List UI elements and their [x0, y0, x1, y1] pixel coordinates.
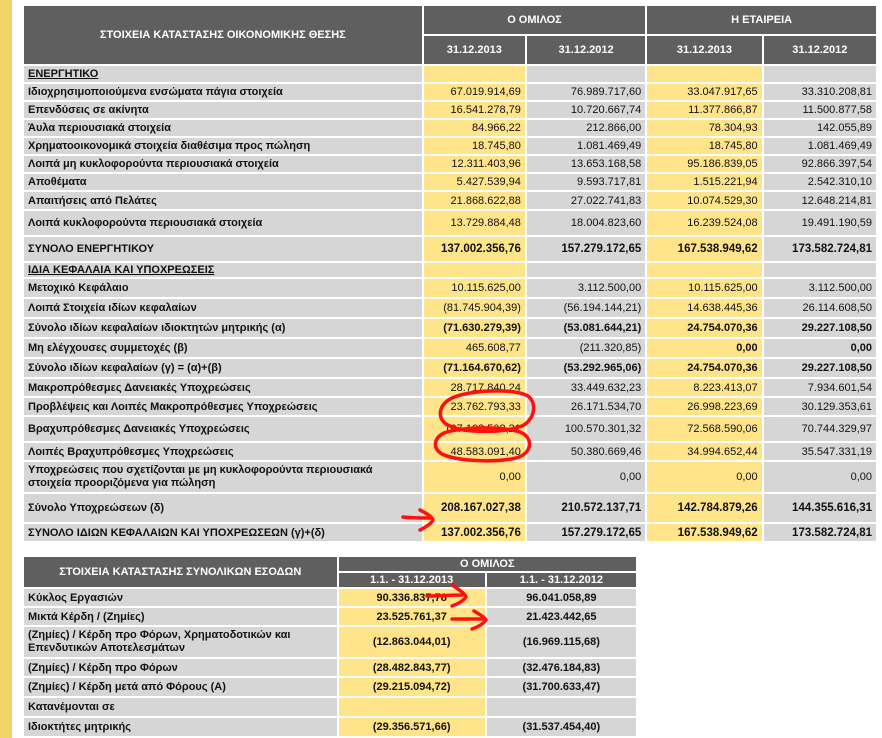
cell-value: 24.754.070,36: [647, 319, 761, 337]
cell-value: 26.114.608,50: [764, 299, 876, 317]
table-row: [24, 417, 876, 441]
table-row: [24, 279, 876, 297]
row-label: Άυλα περιουσιακά στοιχεία: [24, 120, 422, 136]
cell-value: (56.194.144,21): [527, 299, 645, 317]
cell-value: 3.112.500,00: [764, 279, 876, 297]
table-row: [24, 174, 876, 190]
income-group-header: Ο ΟΜΙΛΟΣ: [339, 557, 636, 571]
table-row: [24, 462, 876, 492]
row-label: Σύνολο ιδίων κεφαλαίων (γ) = (α)+(β): [24, 359, 422, 377]
cell-value: (12.863.044,01): [339, 627, 485, 657]
company-header: Η ΕΤΑΙΡΕΙΑ: [647, 6, 876, 34]
date-header: 31.12.2013: [647, 36, 761, 64]
cell-value: 10.115.625,00: [647, 279, 761, 297]
row-label: Μη ελέγχουσες συμμετοχές (β): [24, 339, 422, 357]
cell-value: [487, 698, 636, 716]
table-row: [24, 698, 636, 716]
table-row: [24, 120, 876, 136]
table-row: [24, 263, 876, 277]
date-header: 31.12.2012: [764, 36, 876, 64]
row-label: Κατανέμονται σε: [24, 698, 337, 716]
cell-value: (81.745.904,39): [424, 299, 525, 317]
cell-value: 167.538.949,62: [647, 524, 761, 541]
cell-value: (211.320,85): [527, 339, 645, 357]
cell-value: 11.377.866,87: [647, 102, 761, 118]
row-label: Μακροπρόθεσμες Δανειακές Υποχρεώσεις: [24, 379, 422, 396]
table-row: [24, 524, 876, 541]
cell-value: 100.570.301,32: [527, 417, 645, 441]
cell-value: 3.112.500,00: [527, 279, 645, 297]
cell-value: (29.356.571,66): [339, 718, 485, 736]
row-label: Χρηματοοικονομικά στοιχεία διαθέσιμα προς πώληση: [24, 138, 422, 154]
row-label: Λοιπές Βραχυπρόθεσμες Υποχρεώσεις: [24, 443, 422, 460]
cell-value: 19.491.190,59: [764, 211, 876, 235]
balance-title: ΣΤΟΙΧΕΙΑ ΚΑΤΑΣΤΑΣΗΣ ΟΙΚΟΝΟΜΙΚΗΣ ΘΕΣΗΣ: [24, 6, 422, 64]
row-label: Απαιτήσεις από Πελάτες: [24, 192, 422, 209]
table-row: [24, 84, 876, 100]
date-header: 31.12.2013: [424, 36, 525, 64]
cell-value: 137.002.356,76: [424, 237, 525, 261]
cell-value: 33.047.917,65: [647, 84, 761, 100]
cell-value: 0,00: [647, 339, 761, 357]
cell-value: [339, 698, 485, 716]
table-row: [24, 299, 876, 317]
cell-value: 0,00: [764, 339, 876, 357]
table-row: [24, 443, 876, 460]
table-row: [24, 102, 876, 118]
row-label: Λοιπά Στοιχεία ιδίων κεφαλαίων: [24, 299, 422, 317]
cell-value: 10.720.667,74: [527, 102, 645, 118]
financial-statement-sheet: [12, 0, 882, 738]
cell-value: 144.355.616,31: [764, 494, 876, 522]
cell-value: 13.729.884,48: [424, 211, 525, 235]
cell-value: 70.744.329,97: [764, 417, 876, 441]
row-label: ΣΥΝΟΛΟ ΙΔΙΩΝ ΚΕΦΑΛΑΙΩΝ ΚΑΙ ΥΠΟΧΡΕΩΣΕΩΝ (γ)+(δ): [24, 524, 422, 541]
row-label: Βραχυπρόθεσμες Δανειακές Υποχρεώσεις: [24, 417, 422, 441]
cell-value: 96.041.058,89: [487, 589, 636, 606]
cell-value: 67.019.914,69: [424, 84, 525, 100]
table-row: [24, 627, 636, 657]
row-label: Κύκλος Εργασιών: [24, 589, 337, 606]
cell-value: 78.304,93: [647, 120, 761, 136]
table-row: [24, 659, 636, 676]
row-label: Μικτά Κέρδη / (Ζημίες): [24, 608, 337, 625]
row-label: Μετοχικό Κεφάλαιο: [24, 279, 422, 297]
cell-value: 142.055,89: [764, 120, 876, 136]
period-header: 1.1. - 31.12.2012: [487, 573, 636, 587]
cell-value: 21.868.622,88: [424, 192, 525, 209]
cell-value: 23.762.793,33: [424, 398, 525, 415]
cell-value: 18.004.823,60: [527, 211, 645, 235]
row-label: (Ζημίες) / Κέρδη προ Φόρων: [24, 659, 337, 676]
cell-value: 26.998.223,69: [647, 398, 761, 415]
section-label: ΙΔΙΑ ΚΕΦΑΛΑΙΑ ΚΑΙ ΥΠΟΧΡΕΩΣΕΙΣ: [24, 263, 422, 277]
cell-value: 10.074.529,30: [647, 192, 761, 209]
row-label: Προβλέψεις και Λοιπές Μακροπρόθεσμες Υποχρεώσεις: [24, 398, 422, 415]
cell-value: 76.989.717,60: [527, 84, 645, 100]
cell-value: 10.115.625,00: [424, 279, 525, 297]
cell-value: 16.541.278,79: [424, 102, 525, 118]
cell-value: 212.866,00: [527, 120, 645, 136]
cell-value: 14.638.445,36: [647, 299, 761, 317]
table-row: [24, 494, 876, 522]
cell-value: 13.653.168,58: [527, 156, 645, 172]
cell-value: 0,00: [527, 462, 645, 492]
cell-value: (16.969.115,68): [487, 627, 636, 657]
cell-value: 0,00: [424, 462, 525, 492]
cell-value: 26.171.534,70: [527, 398, 645, 415]
cell-value: (29.215.094,72): [339, 678, 485, 696]
cell-value: 28.717.840,24: [424, 379, 525, 396]
table-row: [24, 359, 876, 377]
table-row: [24, 718, 636, 736]
date-header: 31.12.2012: [527, 36, 645, 64]
row-label: (Ζημίες) / Κέρδη μετά από Φόρους (Α): [24, 678, 337, 696]
table-row: [24, 589, 636, 606]
cell-value: 157.279.172,65: [527, 524, 645, 541]
cell-value: 210.572.137,71: [527, 494, 645, 522]
cell-value: (71.630.279,39): [424, 319, 525, 337]
cell-value: (53.081.644,21): [527, 319, 645, 337]
row-label: Επενδύσεις σε ακίνητα: [24, 102, 422, 118]
cell-value: 0,00: [764, 462, 876, 492]
cell-value: 90.336.837,78: [339, 589, 485, 606]
cell-value: 0,00: [647, 462, 761, 492]
cell-value: 23.525.761,37: [339, 608, 485, 625]
cell-value: 1.515.221,94: [647, 174, 761, 190]
cell-value: 5.427.539,94: [424, 174, 525, 190]
cell-value: 33.310.208,81: [764, 84, 876, 100]
cell-value: 33.449.632,23: [527, 379, 645, 396]
cell-value: 29.227.108,50: [764, 319, 876, 337]
cell-value: 7.934.601,54: [764, 379, 876, 396]
cell-value: 167.538.949,62: [647, 237, 761, 261]
cell-value: 465.608,77: [424, 339, 525, 357]
cell-value: 16.239.524,08: [647, 211, 761, 235]
income-statement-table: [22, 555, 638, 738]
table-row: [24, 678, 636, 696]
cell-value: 34.994.652,44: [647, 443, 761, 460]
table-row: [24, 138, 876, 154]
cell-value: 12.311.403,96: [424, 156, 525, 172]
cell-value: 2.542.310,10: [764, 174, 876, 190]
cell-value: 50.380.669,46: [527, 443, 645, 460]
cell-value: (31.537.454,40): [487, 718, 636, 736]
cell-value: 157.279.172,65: [527, 237, 645, 261]
cell-value: 9.593.717,81: [527, 174, 645, 190]
table-row: [24, 237, 876, 261]
row-label: Αποθέματα: [24, 174, 422, 190]
table-row: [24, 66, 876, 82]
row-label: Λοιπά κυκλοφορούντα περιουσιακά στοιχεία: [24, 211, 422, 235]
left-yellow-border: [0, 0, 12, 738]
cell-value: (28.482.843,77): [339, 659, 485, 676]
row-label: (Ζημίες) / Κέρδη προ Φόρων, Χρηματοδοτικών και Επενδυτικών Αποτελεσμάτων: [24, 627, 337, 657]
cell-value: 30.129.353,61: [764, 398, 876, 415]
cell-value: 107.103.502,21: [424, 417, 525, 441]
cell-value: 35.547.331,19: [764, 443, 876, 460]
row-label: Ιδιοχρησιμοποιούμενα ενσώματα πάγια στοιχεία: [24, 84, 422, 100]
cell-value: (31.700.633,47): [487, 678, 636, 696]
cell-value: 18.745,80: [647, 138, 761, 154]
table-row: [24, 156, 876, 172]
cell-value: 18.745,80: [424, 138, 525, 154]
table-row: [24, 608, 636, 625]
row-label: Ιδιοκτήτες μητρικής: [24, 718, 337, 736]
section-label: ΕΝΕΡΓΗΤΙΚΟ: [24, 66, 422, 82]
cell-value: 72.568.590,06: [647, 417, 761, 441]
cell-value: 24.754.070,36: [647, 359, 761, 377]
cell-value: 142.784.879,26: [647, 494, 761, 522]
cell-value: 1.081.469,49: [527, 138, 645, 154]
row-label: ΣΥΝΟΛΟ ΕΝΕΡΓΗΤΙΚΟΥ: [24, 237, 422, 261]
cell-value: 29.227.108,50: [764, 359, 876, 377]
cell-value: 95.186.839,05: [647, 156, 761, 172]
row-label: Σύνολο Υποχρεώσεων (δ): [24, 494, 422, 522]
group-header: Ο ΟΜΙΛΟΣ: [424, 6, 646, 34]
table-row: [24, 398, 876, 415]
cell-value: 8.223.413,07: [647, 379, 761, 396]
cell-value: 12.648.214,81: [764, 192, 876, 209]
cell-value: (53.292.965,06): [527, 359, 645, 377]
cell-value: 11.500.877,58: [764, 102, 876, 118]
table-row: [24, 339, 876, 357]
cell-value: 1.081.469,49: [764, 138, 876, 154]
table-row: [24, 379, 876, 396]
cell-value: 173.582.724,81: [764, 237, 876, 261]
row-label: Υποχρεώσεις που σχετίζονται με μη κυκλοφορούντα περιουσιακά στοιχεία προοριζόμενα για πώληση: [24, 462, 422, 492]
cell-value: 137.002.356,76: [424, 524, 525, 541]
row-label: Σύνολο ιδίων κεφαλαίων ιδιοκτητών μητρικής (α): [24, 319, 422, 337]
cell-value: 84.966,22: [424, 120, 525, 136]
cell-value: 92.866.397,54: [764, 156, 876, 172]
cell-value: (71.164.670,62): [424, 359, 525, 377]
cell-value: 48.583.091,40: [424, 443, 525, 460]
cell-value: (32.476.184,83): [487, 659, 636, 676]
row-label: Λοιπά μη κυκλοφορούντα περιουσιακά στοιχεία: [24, 156, 422, 172]
income-title: ΣΤΟΙΧΕΙΑ ΚΑΤΑΣΤΑΣΗΣ ΣΥΝΟΛΙΚΩΝ ΕΣΟΔΩΝ: [24, 557, 337, 587]
table-row: [24, 319, 876, 337]
period-header: 1.1. - 31.12.2013: [339, 573, 485, 587]
cell-value: 27.022.741,83: [527, 192, 645, 209]
cell-value: 173.582.724,81: [764, 524, 876, 541]
table-row: [24, 211, 876, 235]
cell-value: 21.423.442,65: [487, 608, 636, 625]
balance-sheet-table: [22, 4, 878, 543]
cell-value: 208.167.027,38: [424, 494, 525, 522]
table-row: [24, 192, 876, 209]
